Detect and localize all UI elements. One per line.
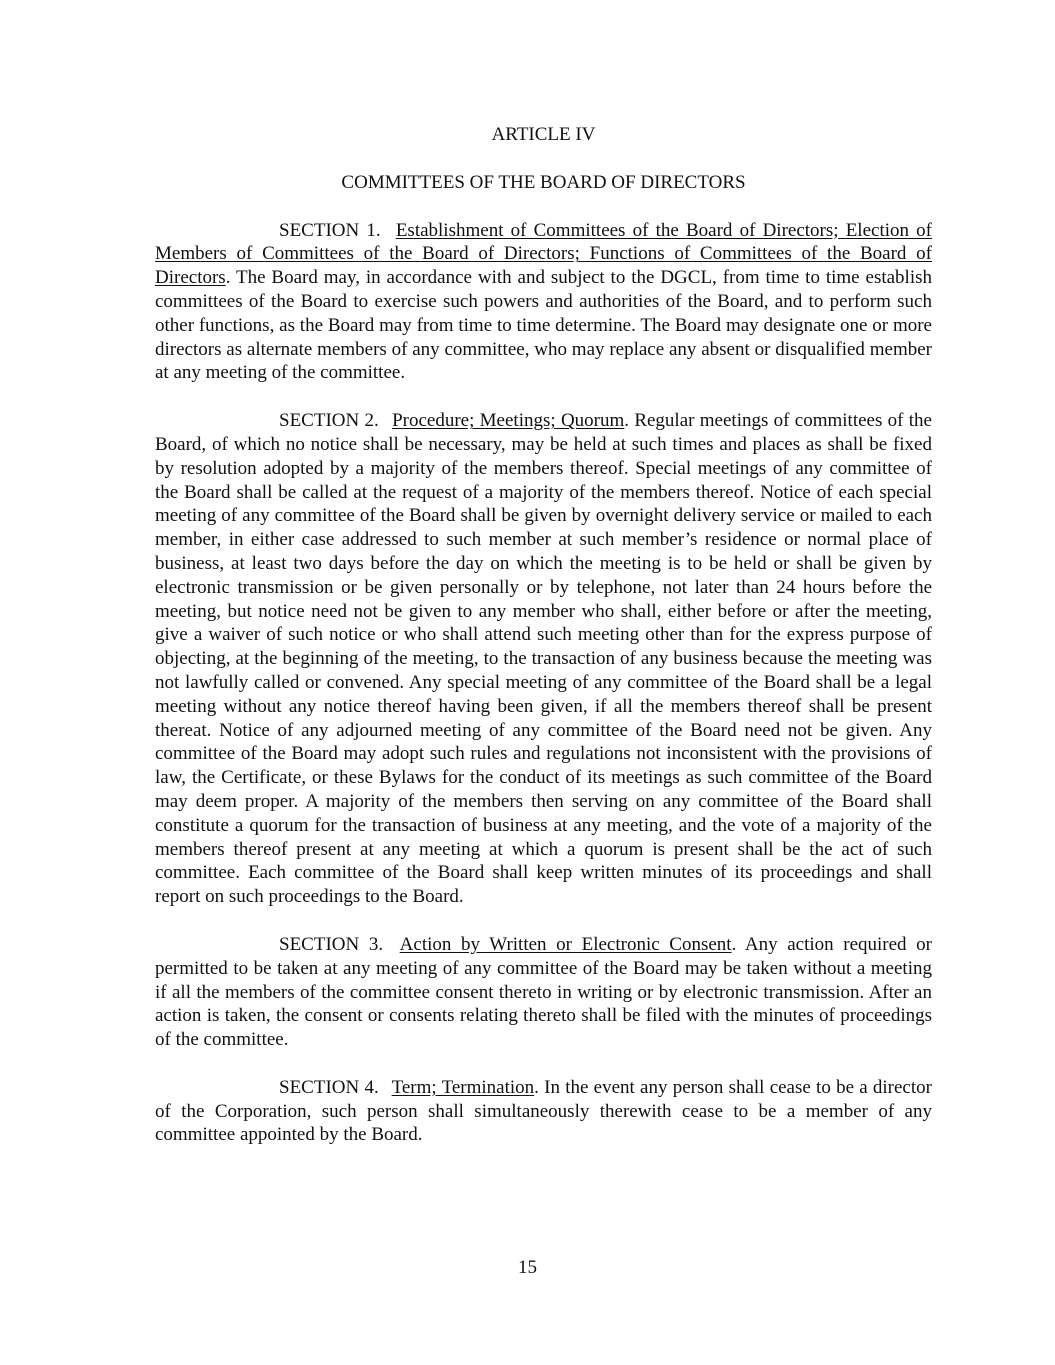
section-number: SECTION 1. [279,219,381,241]
section-number: SECTION 3. [279,933,384,955]
article-subtitle: COMMITTEES OF THE BOARD OF DIRECTORS [341,171,746,193]
section-heading: Establishment of Committees of the Board of Directors; Election of Members of Committees of the Board of Directors; Functions of Committees of the Board of Directors [155,219,932,289]
article-title: ARTICLE IV [491,124,596,145]
section-heading: Procedure; Meetings; Quorum [392,410,625,432]
section-body: . Any action required or permitted to be taken at any meeting of any committee of the Board may be taken without a meeting if all the members of the committee consent thereto in writing or by electronic transmission. After an action is taken, the consent or consents relating thereto shall be filed with the minutes of proceedings of the committee. [155,933,932,1051]
section-body: . The Board may, in accordance with and subject to the DGCL, from time to time establish committees of the Board to exercise such powers and authorities of the Board, and to perform such other functions, as the Board may from time to time determine. The Board may designate one or more directors as alternate members of any committee, who may replace any absent or disqualified member at any meeting of the committee. [155,267,932,384]
section-body: . Regular meetings of committees of the Board, of which no notice shall be necessary, may be held at such times and places as shall be fixed by resolution adopted by a majority of the members thereof. Special meetings of any committee of the Board shall be called at the request of a majority of the members thereof. Notice of each special meeting of any committee of the Board shall be given by overnight delivery service or mailed to each member, in either case addressed to such member at such member’s residence or normal place of business, at least two days before the day on which the meeting is to be held or shall be given by electronic transmission or be given personally or by telephone, not later than 24 hours before the meeting, but notice need not be given to any member who shall, either before or after the meeting, give a waiver of such notice or who shall attend such meeting other than for the express purpose of objecting, at the beginning of the meeting, to the transaction of any business because the meeting was not lawfully called or convened. Any special meeting of any committee of the Board shall be a legal meeting without any notice thereof having been given, if all the members thereof shall be present thereat. Notice of any adjourned meeting of any committee of the Board need not be given. Any committee of the Board may adopt such rules and regulations not inconsistent with the provisions of law, the Certificate, or these Bylaws for the conduct of its meetings as such committee of the Board may deem proper. A majority of the members then serving on any committee of the Board shall constitute a quorum for the transaction of business at any meeting, and the vote of a majority of the members thereof present at any meeting at which a quorum is present shall be the act of such committee. Each committee of the Board shall keep written minutes of its proceedings and shall report on such proceedings to the Board. [155,410,932,908]
document-page [155,123,932,1147]
section-4 [155,1076,932,1147]
section-number: SECTION 4. [279,1076,379,1098]
section-number: SECTION 2. [279,410,379,432]
section-1 [155,219,932,386]
section-heading: Term; Termination [391,1076,535,1098]
section-2 [155,409,932,909]
page-number: 15 [518,1257,537,1278]
section-body: . In the event any person shall cease to be a director of the Corporation, such person shall simultaneously therewith cease to be a member of any committee appointed by the Board. [155,1076,932,1146]
section-3 [155,933,932,1052]
section-heading: Action by Written or Electronic Consent [399,933,732,955]
